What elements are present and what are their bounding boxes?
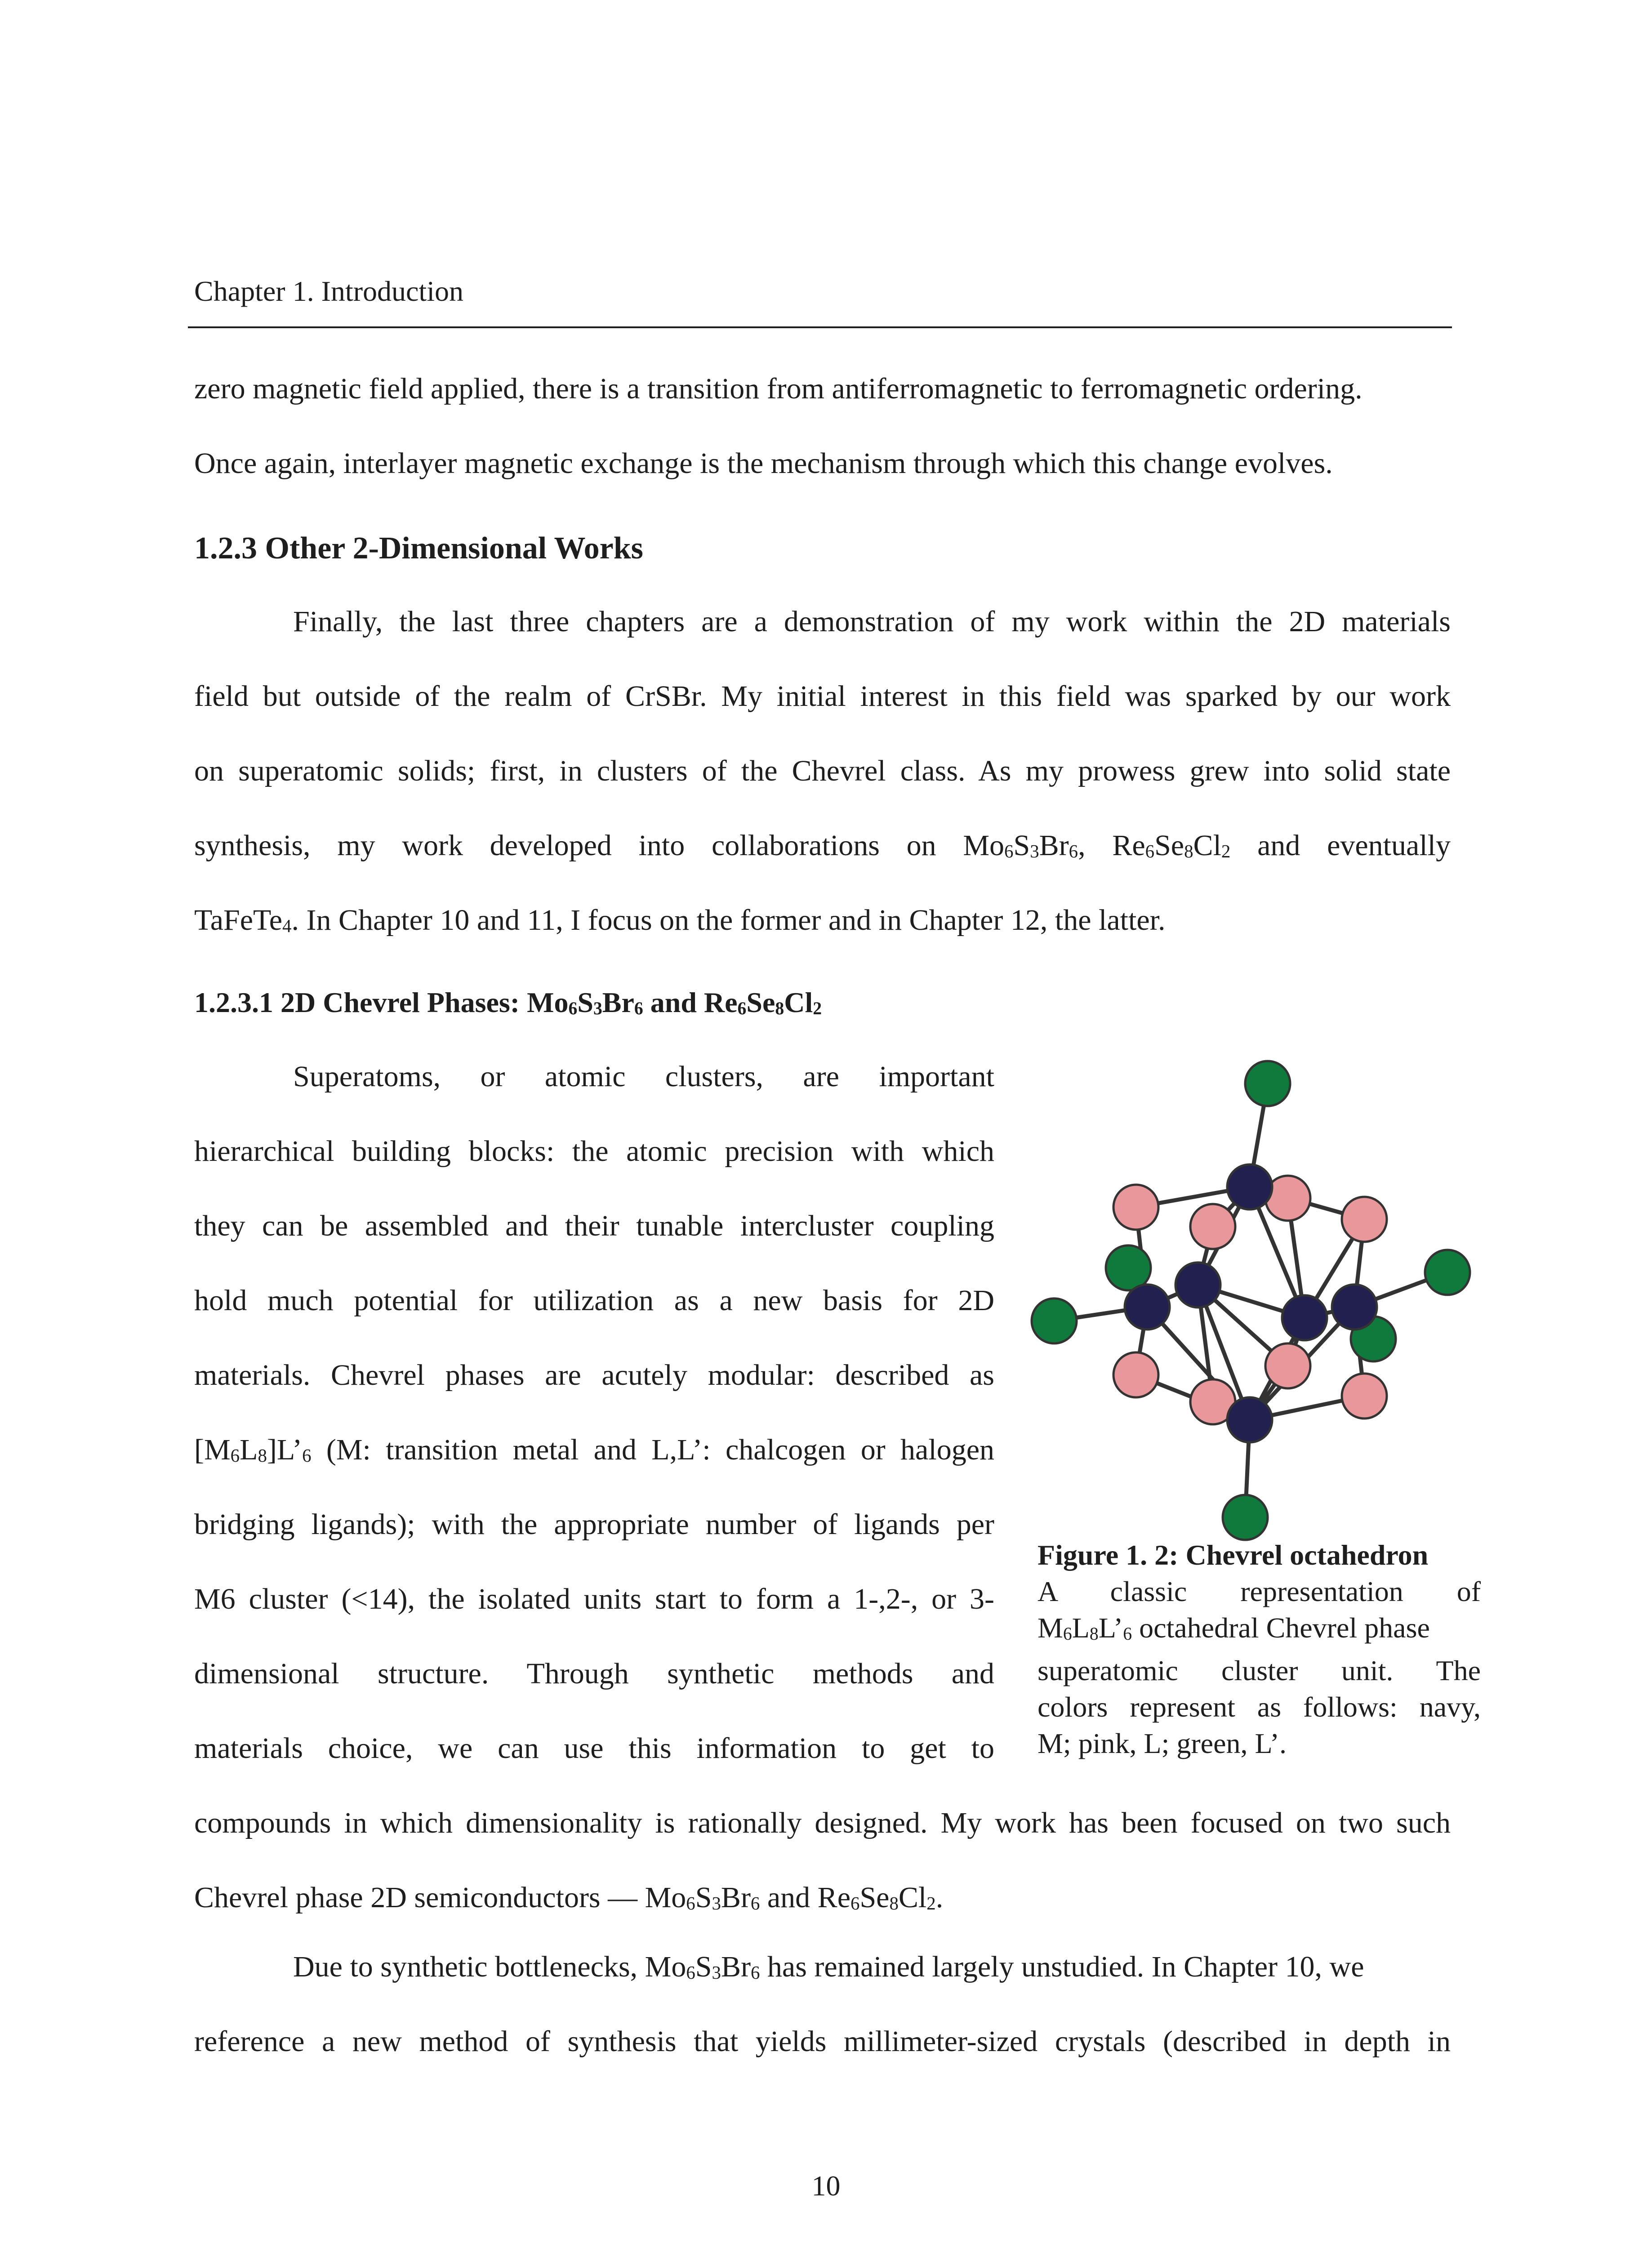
pink-atom xyxy=(1113,1352,1158,1397)
text-line: TaFeTe4. In Chapter 10 and 11, I focus on the former and in Chapter 12, the latter. xyxy=(194,904,1166,937)
pink-atom xyxy=(1113,1185,1158,1230)
pink-atom xyxy=(1342,1197,1387,1242)
text-line: Finally, the last three chapters are a demonstration of my work within the 2D materials xyxy=(293,605,1451,638)
navy-atom xyxy=(1227,1164,1272,1209)
navy-atom xyxy=(1176,1262,1220,1307)
header-rule xyxy=(188,326,1452,328)
caption-title: Figure 1. 2: Chevrel octahedron xyxy=(1038,1539,1429,1571)
text-line: hierarchical building blocks: the atomic precision with which xyxy=(194,1135,994,1168)
green-atom xyxy=(1245,1061,1290,1106)
caption-line: M; pink, L; green, L’. xyxy=(1038,1727,1287,1759)
green-atom xyxy=(1032,1298,1077,1343)
text-line: they can be assembled and their tunable intercluster coupling xyxy=(194,1209,994,1242)
text-line: [M6L8]L’6 (M: transition metal and L,L’: chalcogen or halogen xyxy=(194,1433,994,1466)
navy-atom xyxy=(1282,1295,1327,1340)
green-atom xyxy=(1425,1250,1470,1295)
caption-line: A classic representation of xyxy=(1038,1575,1481,1607)
text-line: Due to synthetic bottlenecks, Mo6S3Br6 has remained largely unstudied. In Chapter 10, we xyxy=(293,1950,1364,1983)
section-heading: 1.2.3 Other 2-Dimensional Works xyxy=(194,531,643,566)
paragraph-synthesis xyxy=(194,1930,1451,2079)
text-line: field but outside of the realm of CrSBr. My initial interest in this field was sparked by our work xyxy=(194,680,1451,713)
subsection-heading: 1.2.3.1 2D Chevrel Phases: Mo6S3Br6 and Re6Se8Cl2 xyxy=(194,986,822,1018)
text-line: materials. Chevrel phases are acutely modular: described as xyxy=(194,1359,994,1392)
caption-line: M6L8L’6 octahedral Chevrel phase xyxy=(1038,1612,1430,1644)
page-number: 10 xyxy=(811,2170,841,2202)
text-line: on superatomic solids; first, in clusters of the Chevrel class. As my prowess grew into solid state xyxy=(194,754,1451,787)
text-line: dimensional structure. Through synthetic methods and xyxy=(194,1657,994,1690)
navy-atom xyxy=(1125,1285,1170,1329)
navy-atom xyxy=(1227,1397,1272,1442)
text-line: zero magnetic field applied, there is a transition from antiferromagnetic to ferromagnetic ordering. xyxy=(194,372,1363,405)
paragraph-continuation xyxy=(194,352,1451,501)
text-line: reference a new method of synthesis that yields millimeter-sized crystals (described in depth in xyxy=(194,2025,1451,2058)
text-line: Chevrel phase 2D semiconductors — Mo6S3Br6 and Re6Se8Cl2. xyxy=(194,1881,944,1914)
text-line: hold much potential for utilization as a new basis for 2D xyxy=(194,1284,994,1317)
navy-atom xyxy=(1332,1285,1377,1329)
text-line: materials choice, we can use this information to get to xyxy=(194,1732,994,1765)
paragraph-other-works xyxy=(194,584,1451,958)
green-atom xyxy=(1223,1495,1268,1540)
text-line: synthesis, my work developed into collaborations on Mo6S3Br6, Re6Se8Cl2 and eventually xyxy=(194,829,1451,862)
figure-caption xyxy=(1038,1537,1481,1762)
caption-line: superatomic cluster unit. The xyxy=(1038,1654,1481,1686)
running-header: Chapter 1. Introduction xyxy=(194,275,463,307)
text-line: bridging ligands); with the appropriate number of ligands per xyxy=(194,1508,994,1541)
chevrel-octahedron-figure xyxy=(1025,1039,1492,1556)
text-line: Once again, interlayer magnetic exchange is the mechanism through which this change evolves. xyxy=(194,447,1333,480)
text-line: M6 cluster (<14), the isolated units start to form a 1-,2-, or 3- xyxy=(194,1583,994,1615)
caption-line: colors represent as follows: navy, xyxy=(1038,1690,1481,1723)
text-line: Superatoms, or atomic clusters, are important xyxy=(293,1060,994,1093)
pink-atom xyxy=(1190,1204,1235,1249)
pink-atom xyxy=(1265,1343,1310,1388)
text-line: compounds in which dimensionality is rationally designed. My work has been focused on two such xyxy=(194,1806,1451,1839)
pink-atom xyxy=(1342,1374,1387,1418)
chevrel-cluster-diagram xyxy=(1025,1039,1492,1556)
